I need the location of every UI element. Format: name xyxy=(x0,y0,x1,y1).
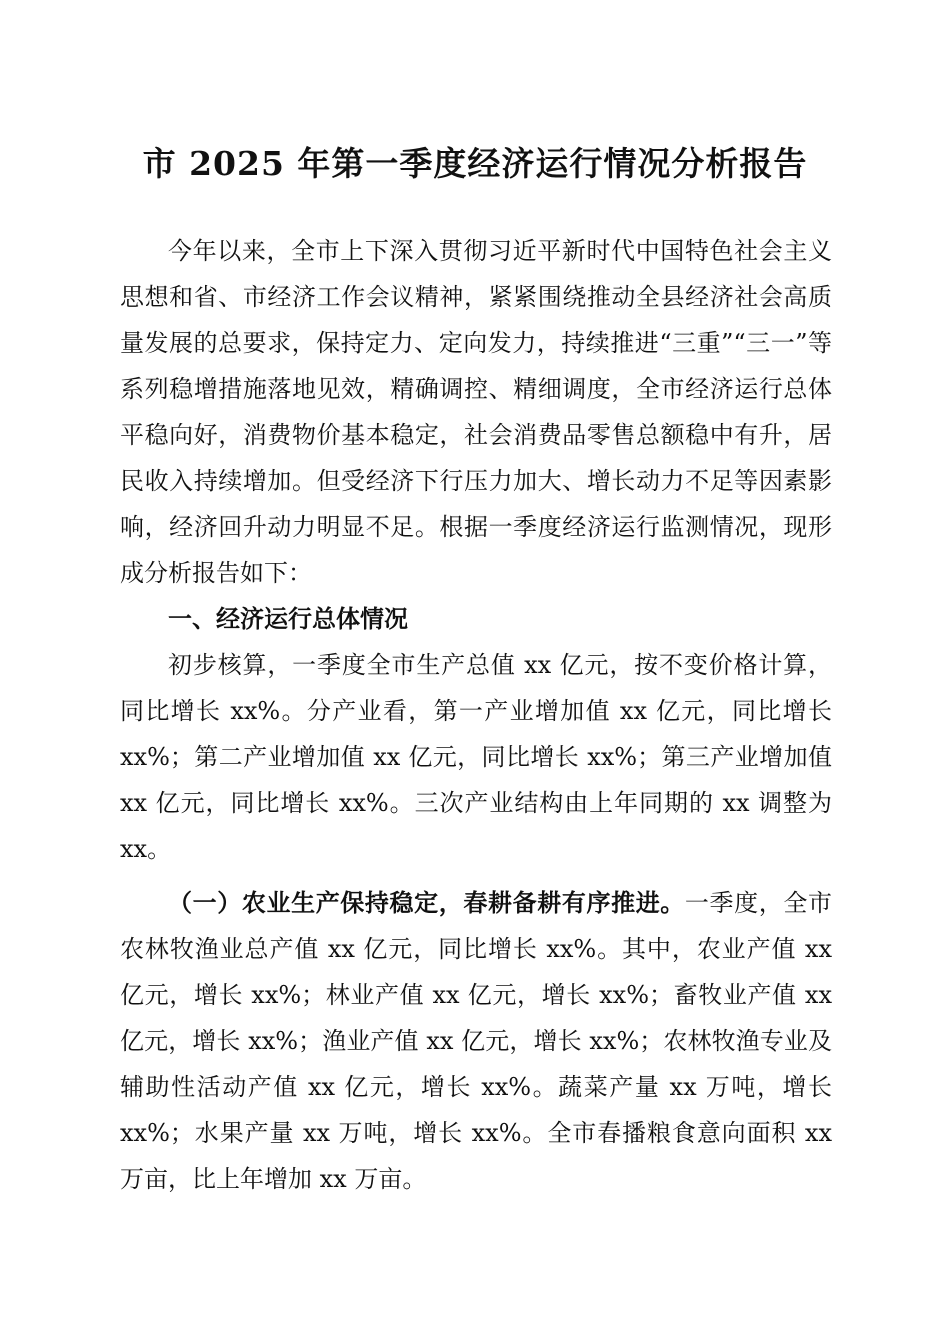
paragraph-gap xyxy=(120,872,832,880)
overview-paragraph: 初步核算，一季度全市生产总值 xx 亿元，按不变价格计算，同比增长 xx%。分产业看，第一产业增加值 xx 亿元，同比增长 xx%；第二产业增加值 xx 亿元，同比增长 xx%；第三产业增加值 xx 亿元，同比增长 xx%。三次产业结构由上年同期的 xx 调整为 xx。 xyxy=(120,651,832,863)
document-body xyxy=(120,228,832,1202)
agriculture-text: 一季度，全市农林牧渔业总产值 xx 亿元，同比增长 xx%。其中，农业产值 xx 亿元，增长 xx%；林业产值 xx 亿元，增长 xx%；畜牧业产值 xx 亿元，增长 xx%；渔业产值 xx 亿元，增长 xx%；农林牧渔专业及辅助性活动产值 xx 亿元，增长 xx%。蔬菜产量 xx 万吨，增长 xx%；水果产量 xx 万吨，增长 xx%。全市春播粮食意向面积 xx 万亩，比上年增加 xx 万亩。 xyxy=(120,889,832,1193)
agriculture-paragraph xyxy=(120,880,832,1202)
section-heading-overview: 一、经济运行总体情况 xyxy=(168,605,408,633)
intro-paragraph: 今年以来，全市上下深入贯彻习近平新时代中国特色社会主义思想和省、市经济工作会议精神，紧紧围绕推动全县经济社会高质量发展的总要求，保持定力、定向发力，持续推进“三重”“三一”等系列稳增措施落地见效，精确调控、精细调度，全市经济运行总体平稳向好，消费物价基本稳定，社会消费品零售总额稳中有升，居民收入持续增加。但受经济下行压力加大、增长动力不足等因素影响，经济回升动力明显不足。根据一季度经济运行监测情况，现形成分析报告如下： xyxy=(120,237,832,587)
agriculture-lead: （一）农业生产保持稳定，春耕备耕有序推进。 xyxy=(168,888,685,917)
document-title: 市 2025 年第一季度经济运行情况分析报告 xyxy=(142,144,808,183)
